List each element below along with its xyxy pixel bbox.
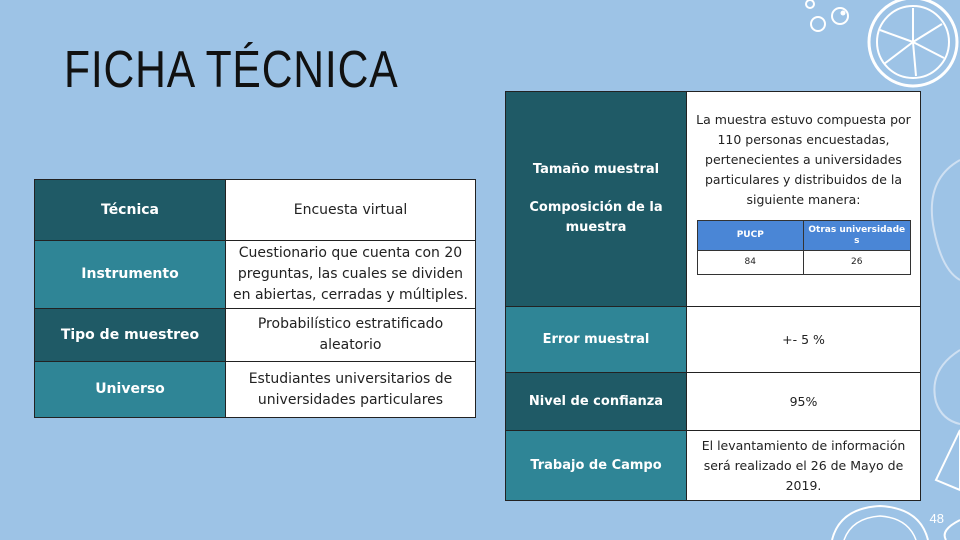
table-row	[35, 362, 476, 418]
table-row	[506, 92, 921, 307]
technical-sheet-table	[34, 179, 476, 418]
table-row	[506, 373, 921, 431]
lemon-slice-bottom-icon	[830, 500, 930, 540]
sample-description: La muestra estuvo compuesta por 110 personas encuestadas, pertenecientes a universidades particulares y distribuidos de la siguiente manera:	[696, 112, 911, 207]
row-label-trabajo-campo: Trabajo de Campo	[506, 431, 687, 501]
sample-breakdown-table	[697, 220, 911, 275]
breakdown-header-pucp: PUCP	[697, 221, 804, 251]
sample-composition-label: Composición de la muestra	[529, 200, 663, 235]
row-label-universo: Universo	[35, 362, 226, 418]
row-value-universo: Estudiantes universitarios de universidades particulares	[226, 362, 476, 418]
row-label-confianza: Nivel de confianza	[506, 373, 687, 431]
breakdown-header-row	[697, 221, 910, 251]
table-row	[506, 431, 921, 501]
breakdown-value-row	[697, 251, 910, 275]
table-row	[35, 309, 476, 362]
row-label-tecnica: Técnica	[35, 180, 226, 241]
row-value-trabajo-campo: El levantamiento de información será realizado el 26 de Mayo de 2019.	[687, 431, 921, 501]
table-row	[506, 307, 921, 373]
citrus-slice-outline-icon	[920, 140, 960, 540]
row-label-error: Error muestral	[506, 307, 687, 373]
row-label-tipo-muestreo: Tipo de muestreo	[35, 309, 226, 362]
bubbles-icon	[800, 0, 860, 40]
page-title: FICHA TÉCNICA	[64, 41, 399, 99]
row-value-confianza: 95%	[687, 373, 921, 431]
row-label-instrumento: Instrumento	[35, 241, 226, 309]
table-row	[35, 241, 476, 309]
row-value-error: +- 5 %	[687, 307, 921, 373]
breakdown-value-otras: 26	[804, 251, 911, 275]
sample-size-label: Tamaño muestral	[532, 162, 660, 177]
table-row	[35, 180, 476, 241]
breakdown-value-pucp: 84	[697, 251, 804, 275]
page-number: 48	[929, 511, 944, 526]
row-value-tipo-muestreo: Probabilístico estratificado aleatorio	[226, 309, 476, 362]
row-label-sample	[506, 92, 687, 307]
row-value-sample	[687, 92, 921, 307]
breakdown-header-otras: Otras universidade s	[804, 221, 911, 251]
lemon-slice-icon	[858, 0, 960, 95]
row-value-tecnica: Encuesta virtual	[226, 180, 476, 241]
row-value-instrumento: Cuestionario que cuenta con 20 preguntas, las cuales se dividen en abiertas, cerradas y múltiples.	[226, 241, 476, 309]
sample-details-table	[505, 91, 921, 501]
